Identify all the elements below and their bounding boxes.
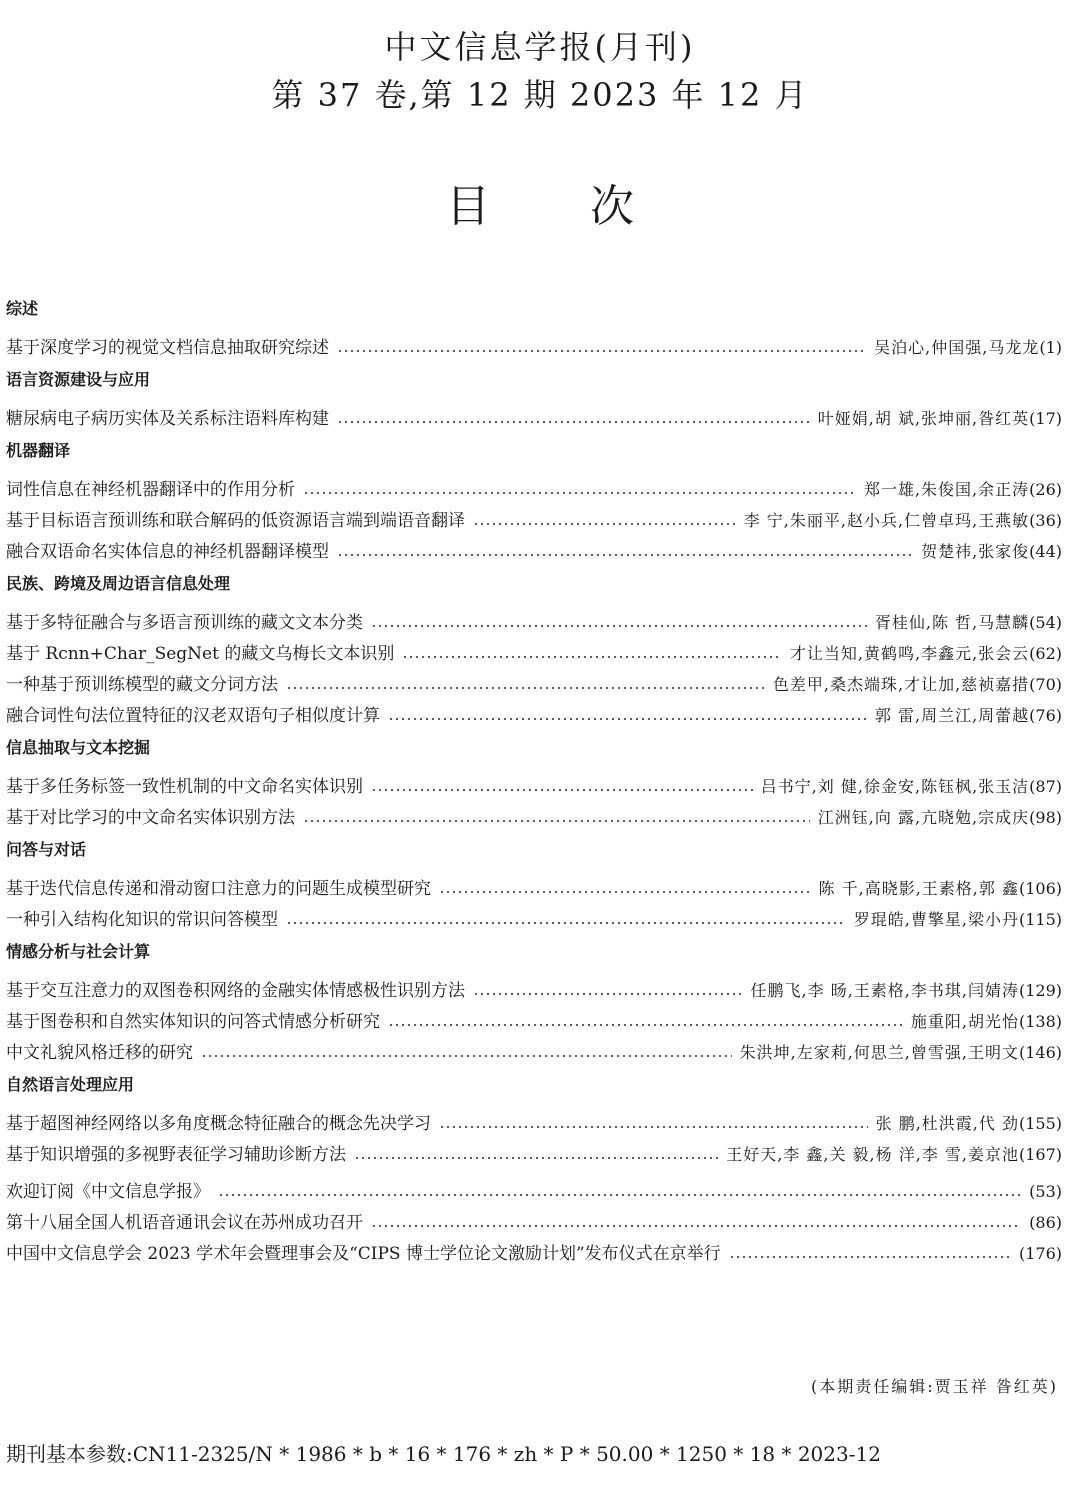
article-page: (115) (1018, 910, 1062, 929)
article-authors: 朱洪坤,左家莉,何思兰,曾雪强,王明文 (739, 1043, 1019, 1062)
article-authors: 胥桂仙,陈 哲,马慧麟 (874, 613, 1030, 632)
article-page: (106) (1018, 879, 1062, 898)
article-authors: 色差甲,桑杰端珠,才让加,慈祯嘉措 (772, 675, 1030, 694)
leader-dots (371, 1225, 1021, 1227)
article-title: 基于多任务标签一致性机制的中文命名实体识别 (6, 777, 363, 797)
toc-entry[interactable] (6, 904, 1062, 935)
article-title: 基于知识增强的多视野表征学习辅助诊断方法 (6, 1145, 346, 1165)
article-page: (138) (1018, 1012, 1062, 1031)
toc-entry[interactable] (6, 669, 1062, 700)
article-authors: 张 鹏,杜洪霞,代 劲 (875, 1114, 1019, 1133)
leader-dots (286, 922, 846, 924)
article-page: (17) (1029, 409, 1062, 428)
table-of-contents (6, 292, 1062, 1269)
notice-title: 欢迎订阅《中文信息学报》 (6, 1182, 210, 1202)
section-heading: 自然语言处理应用 (6, 1075, 135, 1094)
leader-dots (388, 718, 867, 720)
journal-parameters: 期刊基本参数:CN11-2325/N * 1986 * b * 16 * 176 * zh * P * 50.00 * 1250 * 18 * 2023-12 (6, 1442, 881, 1466)
notice-entry[interactable] (6, 1176, 1062, 1207)
article-authors: 江洲钰,向 露,亢晓勉,宗成庆 (817, 808, 1030, 827)
notice-page: (53) (1029, 1182, 1062, 1201)
article-title: 融合词性句法位置特征的汉老双语句子相似度计算 (6, 706, 380, 726)
contents-heading: 目次 (446, 181, 734, 232)
leader-dots (303, 492, 856, 494)
section-heading: 综述 (6, 299, 39, 318)
leader-dots (439, 891, 811, 893)
leader-dots (439, 1126, 868, 1128)
toc-entry[interactable] (6, 802, 1062, 833)
notice-page: (176) (1018, 1244, 1062, 1263)
section-heading: 情感分析与社会计算 (6, 942, 151, 961)
article-title: 基于超图神经网络以多角度概念特征融合的概念先决学习 (6, 1114, 431, 1134)
section-heading: 民族、跨境及周边语言信息处理 (6, 574, 231, 593)
article-page: (70) (1029, 675, 1062, 694)
section-heading: 问答与对话 (6, 840, 87, 859)
notice-title: 第十八届全国人机语音通讯会议在苏州成功召开 (6, 1213, 363, 1233)
toc-entry[interactable] (6, 536, 1062, 567)
article-authors: 施重阳,胡光怡 (910, 1012, 1019, 1031)
article-title: 词性信息在神经机器翻译中的作用分析 (6, 480, 295, 500)
article-title: 基于多特征融合与多语言预训练的藏文文本分类 (6, 613, 363, 633)
leader-dots (337, 554, 913, 556)
toc-entry[interactable] (6, 700, 1062, 731)
article-title: 基于交互注意力的双图卷积网络的金融实体情感极性识别方法 (6, 981, 465, 1001)
article-page: (1) (1039, 338, 1062, 357)
notice-entry[interactable] (6, 1207, 1062, 1238)
leader-dots (337, 350, 866, 352)
leader-dots (473, 993, 743, 995)
article-page: (62) (1029, 644, 1062, 663)
article-title: 糖尿病电子病历实体及关系标注语料库构建 (6, 409, 329, 429)
notice-title: 中国中文信息学会 2023 学术年会暨理事会及“CIPS 博士学位论文激励计划”发布仪式在京举行 (6, 1244, 721, 1264)
toc-entry[interactable] (6, 975, 1062, 1006)
article-title: 一种引入结构化知识的常识问答模型 (6, 910, 278, 930)
notice-page: (86) (1029, 1213, 1062, 1232)
article-authors: 陈 千,高晓影,王素格,郭 鑫 (818, 879, 1019, 898)
leader-dots (218, 1194, 1021, 1196)
leader-dots (473, 523, 736, 525)
article-page: (98) (1029, 808, 1062, 827)
article-authors: 吴泊心,仲国强,马龙龙 (874, 338, 1040, 357)
issue-line: 第 37 卷,第 12 期 2023 年 12 月 (271, 76, 809, 114)
article-authors: 任鹏飞,李 旸,王素格,李书琪,闫婧涛 (750, 981, 1019, 1000)
article-page: (87) (1029, 777, 1062, 796)
article-page: (155) (1018, 1114, 1062, 1133)
article-authors: 李 宁,朱丽平,赵小兵,仁曾卓玛,王燕敏 (743, 511, 1030, 530)
leader-dots (388, 1024, 903, 1026)
toc-entry[interactable] (6, 403, 1062, 434)
article-authors: 叶娅娟,胡 斌,张坤丽,昝红英 (817, 409, 1030, 428)
article-title: 融合双语命名实体信息的神经机器翻译模型 (6, 542, 329, 562)
toc-entry[interactable] (6, 1037, 1062, 1068)
article-page: (146) (1018, 1043, 1062, 1062)
article-authors: 贺楚祎,张家俊 (921, 542, 1030, 561)
article-authors: 王好天,李 鑫,关 毅,杨 洋,李 雪,姜京池 (726, 1145, 1019, 1164)
leader-dots (402, 656, 782, 658)
section-heading: 信息抽取与文本挖掘 (6, 738, 151, 757)
section-heading: 机器翻译 (6, 441, 71, 460)
leader-dots (201, 1055, 732, 1057)
article-page: (44) (1029, 542, 1062, 561)
toc-entry[interactable] (6, 607, 1062, 638)
leader-dots (371, 625, 867, 627)
article-title: 一种基于预训练模型的藏文分词方法 (6, 675, 278, 695)
article-authors: 才让当知,黄鹤鸣,李鑫元,张会云 (789, 644, 1030, 663)
article-authors: 罗琨皓,曹擎星,梁小丹 (853, 910, 1019, 929)
article-title: 基于目标语言预训练和联合解码的低资源语言端到端语音翻译 (6, 511, 465, 531)
article-authors: 郑一雄,朱俊国,余正涛 (863, 480, 1030, 499)
article-page: (36) (1029, 511, 1062, 530)
leader-dots (354, 1157, 718, 1159)
article-title: 基于 Rcnn+Char_SegNet 的藏文乌梅长文本识别 (6, 644, 395, 664)
article-title: 中文礼貌风格迁移的研究 (6, 1043, 193, 1063)
leader-dots (303, 820, 810, 822)
leader-dots (337, 421, 810, 423)
article-page: (54) (1029, 613, 1062, 632)
article-authors: 郭 雷,周兰江,周蕾越 (874, 706, 1030, 725)
article-page: (76) (1029, 706, 1062, 725)
notice-entry[interactable] (6, 1238, 1062, 1269)
toc-entry[interactable] (6, 1006, 1062, 1037)
article-title: 基于迭代信息传递和滑动窗口注意力的问题生成模型研究 (6, 879, 431, 899)
toc-entry[interactable] (6, 474, 1062, 505)
toc-entry[interactable] (6, 1139, 1062, 1170)
leader-dots (729, 1256, 1011, 1258)
toc-entry[interactable] (6, 771, 1062, 802)
article-page: (129) (1018, 981, 1062, 1000)
leader-dots (371, 789, 753, 791)
article-title: 基于图卷积和自然实体知识的问答式情感分析研究 (6, 1012, 380, 1032)
article-page: (167) (1018, 1145, 1062, 1164)
section-heading: 语言资源建设与应用 (6, 370, 151, 389)
toc-entry[interactable] (6, 505, 1062, 536)
toc-entry[interactable] (6, 332, 1062, 363)
article-title: 基于对比学习的中文命名实体识别方法 (6, 808, 295, 828)
toc-entry[interactable] (6, 873, 1062, 904)
leader-dots (286, 687, 765, 689)
responsible-editors: (本期责任编辑:贾玉祥 昝红英) (811, 1377, 1058, 1396)
toc-entry[interactable] (6, 1108, 1062, 1139)
journal-title: 中文信息学报(月刊) (384, 28, 696, 66)
article-authors: 吕书宁,刘 健,徐金安,陈钰枫,张玉洁 (760, 777, 1030, 796)
article-title: 基于深度学习的视觉文档信息抽取研究综述 (6, 338, 329, 358)
toc-entry[interactable] (6, 638, 1062, 669)
article-page: (26) (1029, 480, 1062, 499)
